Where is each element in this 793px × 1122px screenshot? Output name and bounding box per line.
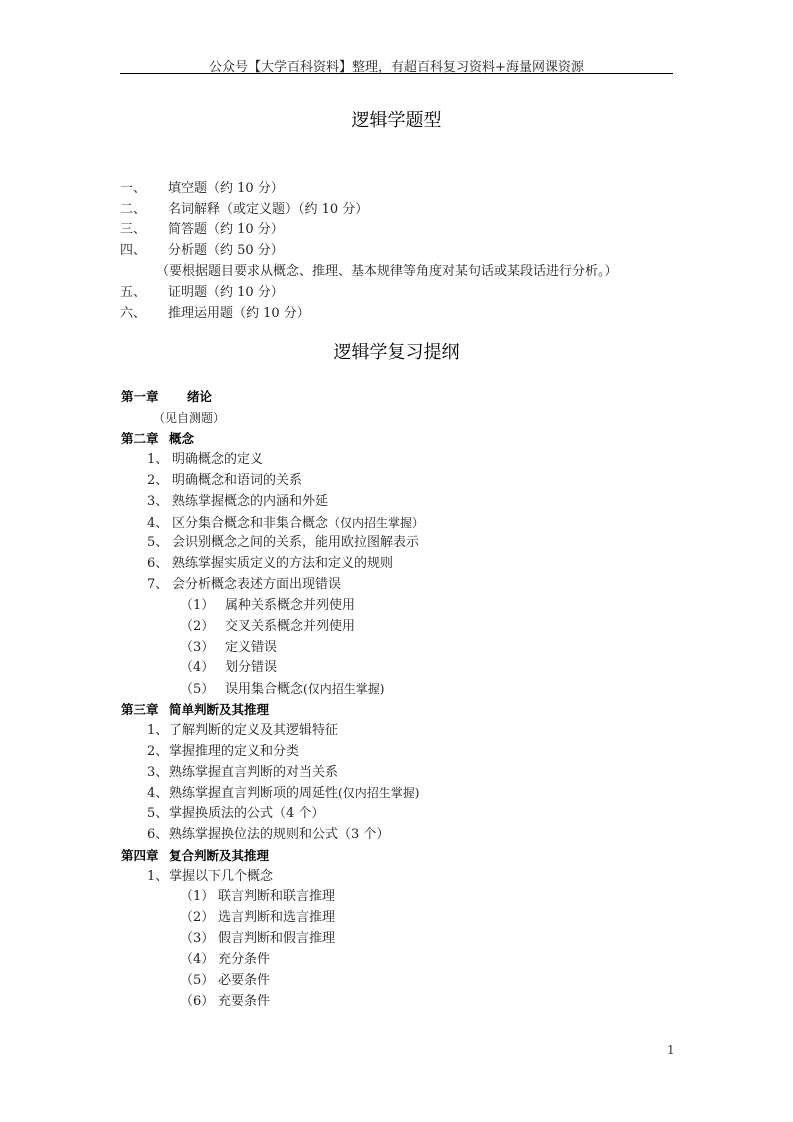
subitem-text: 误用集合概念 [225, 682, 304, 697]
item-number: 6、 [147, 556, 169, 571]
subitem-number: （2） [180, 910, 215, 925]
section-title-review-outline: 逻辑学复习提纲 [333, 342, 460, 363]
item-text: 熟练掌握直言判断项的周延性 [169, 786, 339, 801]
chapter-3-heading [121, 702, 269, 718]
question-type-item [120, 202, 368, 218]
item-number: 1、 [147, 723, 169, 738]
outline-subitem [180, 889, 335, 905]
outline-item [147, 723, 338, 739]
outline-subitem [180, 619, 355, 635]
outline-item [147, 806, 324, 822]
item-number: 5、 [147, 535, 169, 550]
chapter-name: 概念 [169, 431, 195, 446]
chapter-2-heading [121, 431, 194, 447]
analysis-note: （要根据题目要求从概念、推理、基本规律等角度对某句话或某段话进行分析。） [156, 264, 618, 279]
outline-item [147, 452, 263, 468]
outline-item [147, 556, 393, 572]
chapter-number: 第三章 [121, 702, 159, 717]
item-text: 证明题（约 10 分） [168, 285, 284, 300]
outline-subitem [180, 994, 270, 1010]
page-number: 1 [667, 1043, 675, 1057]
subitem-number: （5） [180, 973, 215, 988]
outline-item [147, 515, 424, 532]
chapter-name: 简单判断及其推理 [169, 702, 270, 717]
question-type-item [120, 306, 310, 322]
outline-subitem [180, 640, 277, 656]
chapter-1-heading [121, 389, 212, 405]
subitem-note: (仅内招生掌握) [303, 682, 385, 696]
item-number: 1、 [147, 452, 169, 467]
subitem-text: 联言判断和联言推理 [218, 889, 336, 904]
item-number: 五、 [120, 285, 147, 300]
subitem-number: （2） [180, 619, 215, 634]
outline-item [147, 494, 328, 510]
subitem-number: （1） [180, 598, 215, 613]
item-text: 掌握以下几个概念 [169, 869, 274, 884]
item-note: （仅内招生掌握） [328, 516, 425, 530]
outline-item [147, 765, 338, 781]
subitem-number: （6） [180, 994, 215, 1009]
item-text: 会分析概念表述方面出现错误 [172, 577, 342, 592]
question-type-item [120, 243, 284, 259]
item-number: 6、 [147, 827, 169, 842]
chapter-4-heading [121, 848, 269, 864]
question-type-item [120, 181, 284, 197]
section-title-question-types: 逻辑学题型 [351, 110, 442, 131]
item-number: 7、 [147, 577, 169, 592]
outline-subitem [180, 973, 270, 989]
subitem-text: 交叉关系概念并列使用 [225, 619, 356, 634]
item-text: 明确概念和语词的关系 [172, 473, 303, 488]
outline-item [147, 535, 419, 551]
subitem-number: （4） [180, 660, 215, 675]
page-header: 公众号【大学百科资料】整理，有超百科复习资料+海量网课资源 [209, 60, 584, 75]
item-number: 四、 [120, 243, 147, 258]
outline-item [147, 473, 302, 489]
item-number: 3、 [147, 494, 169, 509]
item-text: 简答题（约 10 分） [168, 222, 284, 237]
subitem-number: （5） [180, 682, 215, 697]
item-number: 三、 [120, 222, 147, 237]
chapter-number: 第四章 [121, 848, 159, 863]
subitem-text: 必要条件 [218, 973, 271, 988]
item-number: 1、 [147, 869, 169, 884]
outline-item [147, 869, 273, 885]
item-number: 二、 [120, 202, 147, 217]
item-number: 2、 [147, 473, 169, 488]
chapter-number: 第一章 [121, 389, 159, 404]
item-text: 掌握推理的定义和分类 [169, 744, 300, 759]
item-text: 熟练掌握换位法的规则和公式（3 个） [169, 827, 390, 842]
chapter-1-note: （见自测题） [153, 411, 226, 425]
outline-item [147, 827, 389, 843]
subitem-text: 属种关系概念并列使用 [225, 598, 356, 613]
outline-subitem [180, 931, 335, 947]
item-text: 掌握换质法的公式（4 个） [169, 806, 325, 821]
outline-subitem [180, 952, 270, 968]
subitem-text: 充要条件 [218, 994, 271, 1009]
outline-subitem [180, 910, 335, 926]
item-text: 名词解释（或定义题）（约 10 分） [168, 202, 369, 217]
subitem-text: 划分错误 [225, 660, 278, 675]
item-number: 3、 [147, 765, 169, 780]
chapter-number: 第二章 [121, 431, 159, 446]
subitem-number: （4） [180, 952, 215, 967]
item-text: 推理运用题（约 10 分） [168, 306, 310, 321]
item-text: 分析题（约 50 分） [168, 243, 284, 258]
item-number: 5、 [147, 806, 169, 821]
subitem-number: （3） [180, 931, 215, 946]
outline-item [147, 577, 341, 593]
outline-item [147, 785, 419, 802]
subitem-number: （1） [180, 889, 215, 904]
subitem-text: 选言判断和选言推理 [218, 910, 336, 925]
item-number: 4、 [147, 516, 169, 531]
item-text: 明确概念的定义 [172, 452, 264, 467]
chapter-name: 绪论 [187, 389, 213, 404]
subitem-text: 假言判断和假言推理 [218, 931, 336, 946]
subitem-text: 定义错误 [225, 640, 278, 655]
outline-subitem [180, 660, 277, 676]
question-type-item [120, 285, 284, 301]
item-text: 区分集合概念和非集合概念 [172, 516, 329, 531]
item-number: 一、 [120, 181, 147, 196]
item-text: 了解判断的定义及其逻辑特征 [169, 723, 339, 738]
item-text: 会识别概念之间的关系，能用欧拉图解表示 [172, 535, 420, 550]
outline-subitem [180, 598, 355, 614]
chapter-name: 复合判断及其推理 [169, 848, 270, 863]
item-text: 熟练掌握概念的内涵和外延 [172, 494, 329, 509]
header-divider [120, 73, 673, 74]
item-note: (仅内招生掌握) [338, 786, 420, 800]
question-type-item [120, 222, 284, 238]
item-number: 4、 [147, 786, 169, 801]
item-text: 填空题（约 10 分） [168, 181, 284, 196]
item-number: 2、 [147, 744, 169, 759]
item-number: 六、 [120, 306, 147, 321]
outline-subitem [180, 681, 384, 698]
outline-item [147, 744, 299, 760]
item-text: 熟练掌握实质定义的方法和定义的规则 [172, 556, 394, 571]
subitem-text: 充分条件 [218, 952, 271, 967]
subitem-number: （3） [180, 640, 215, 655]
item-text: 熟练掌握直言判断的对当关系 [169, 765, 339, 780]
